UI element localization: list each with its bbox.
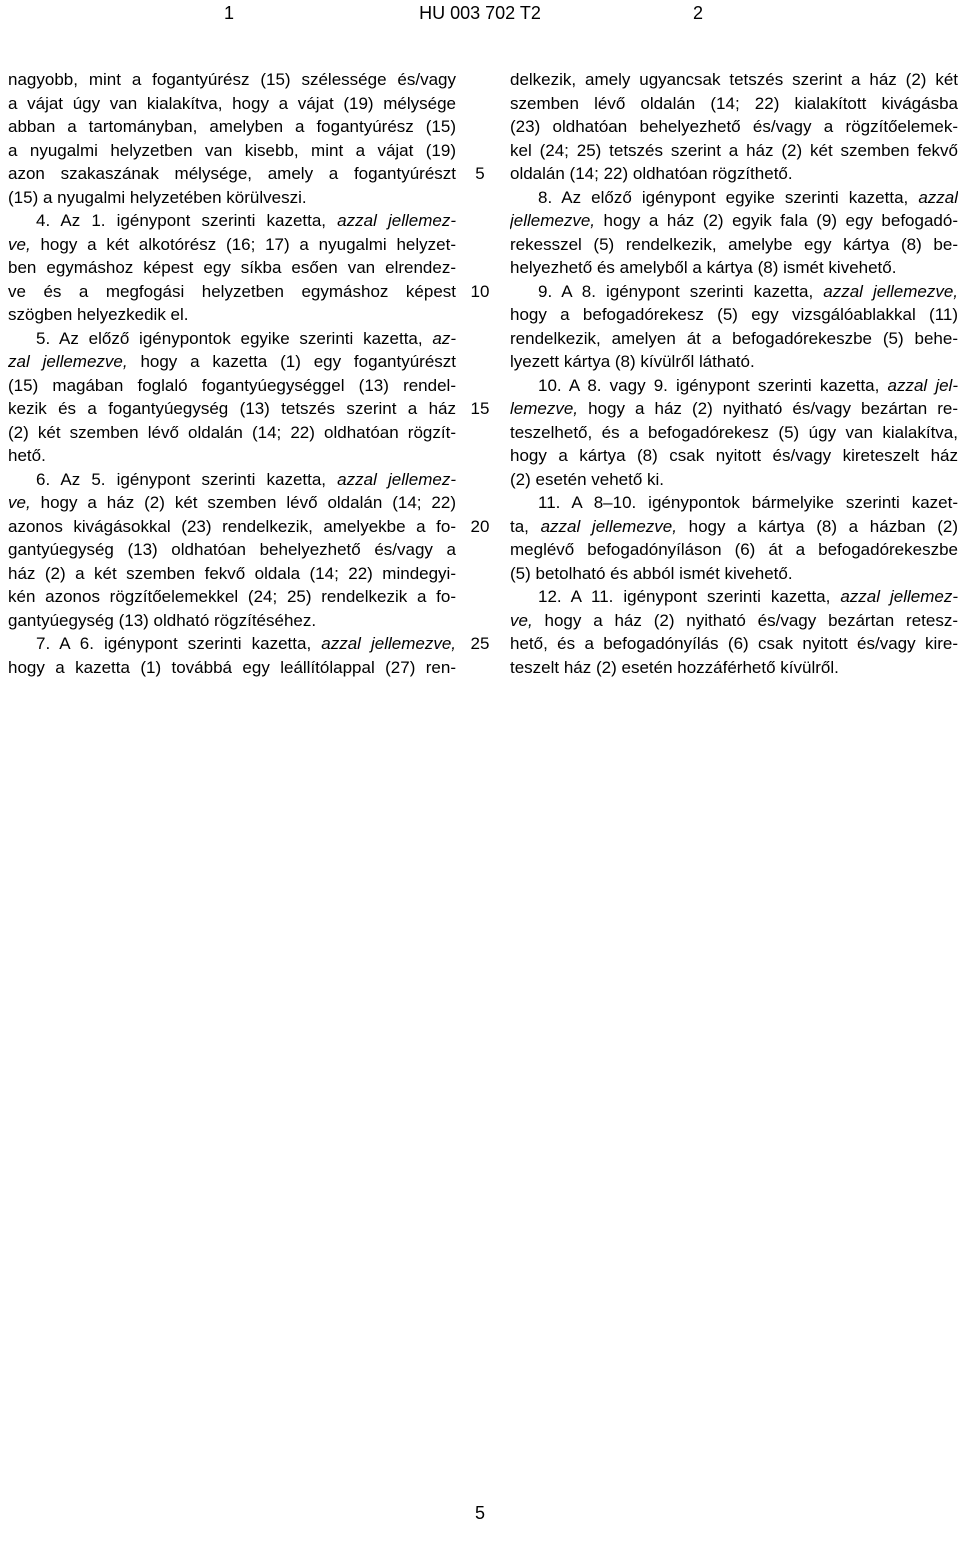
line-text: nagyobb, mint a fogantyúrész (15) szélessége és/vagy	[8, 70, 456, 89]
line-text: (23) oldhatóan behelyezhető és/vagy a rögzítőelemek-	[510, 117, 958, 136]
line-text: hogy a ház (2) egyik fala (9) egy befogadó-	[595, 211, 958, 230]
text-line	[8, 139, 456, 163]
text-line	[510, 303, 958, 327]
emphasis-text: azzal	[918, 187, 958, 207]
text-line	[510, 350, 958, 374]
text-line	[510, 421, 958, 445]
line-text: 4. Az 1. igénypont szerinti kazetta,	[36, 211, 338, 230]
text-line	[8, 491, 456, 515]
line-text: (2) esetén vehető ki.	[510, 469, 665, 489]
line-text: hogy a kártya (8) a házban (2)	[676, 516, 958, 536]
line-text: ta,	[510, 516, 541, 536]
line-text: gantyúegység (13) oldható rögzítéséhez.	[8, 610, 317, 630]
text-line	[8, 209, 456, 233]
line-text: 10. A 8. vagy 9. igénypont szerinti kazetta,	[538, 375, 888, 395]
text-line	[510, 656, 958, 680]
emphasis-text: azzal jellemez-	[337, 211, 456, 230]
text-line	[510, 491, 958, 515]
line-number-15: 15	[470, 399, 490, 418]
line-number-10: 10	[470, 282, 490, 301]
text-line	[8, 585, 456, 609]
line-text: a vájat úgy van kialakítva, hogy a vájat (19) mélysége	[8, 93, 456, 113]
text-line	[510, 139, 958, 163]
text-line	[8, 350, 456, 374]
line-text: 7. A 6. igénypont szerinti kazetta,	[36, 634, 322, 653]
text-line	[8, 233, 456, 257]
page-number-right: 2	[693, 3, 704, 23]
line-text: meglévő befogadónyíláson (6) át a befogadórekeszbe	[510, 540, 958, 559]
text-line	[510, 115, 958, 139]
text-line	[510, 327, 958, 351]
text-line	[8, 256, 456, 280]
text-line	[8, 92, 456, 116]
line-text: hogy a kazetta (1) egy fogantyúrészt	[127, 352, 456, 371]
line-text: oldalán (14; 22) oldhatóan rögzíthető.	[510, 164, 793, 183]
line-text: azonos kivágásokkal (23) rendelkezik, amelyekbe a fo-	[8, 516, 456, 536]
line-text: hető, és a befogadónyílás (6) csak nyitott és/vagy kire-	[510, 634, 958, 653]
line-text: rendelkezik, amelyen át a befogadórekeszbe (5) behe-	[510, 328, 958, 348]
line-text: hogy a ház (2) nyitható és/vagy bezártan retesz-	[532, 610, 958, 630]
line-text: ve és a megfogási helyzetben egymáshoz képest	[8, 281, 456, 301]
emphasis-text: azzal jellemezve,	[540, 516, 677, 536]
text-line	[510, 444, 958, 468]
text-line	[8, 421, 456, 445]
page-number-left: 1	[224, 3, 235, 23]
text-line	[510, 562, 958, 586]
text-line	[510, 209, 958, 233]
text-line	[510, 585, 958, 609]
text-line	[510, 468, 958, 492]
line-text: hogy a ház (2) két szemben lévő oldalán (14; 22)	[30, 493, 456, 512]
line-number-25: 25	[470, 634, 490, 653]
line-text: szemben lévő oldalán (14; 22) kialakított kivágásba	[510, 93, 958, 113]
line-text: teszelt ház (2) esetén hozzáférhető kívülről.	[510, 657, 839, 677]
line-text: 12. A 11. igénypont szerinti kazetta,	[538, 587, 841, 606]
line-text: kel (24; 25) tetszés szerint a ház (2) két szemben fekvő	[510, 140, 958, 160]
text-line	[510, 374, 958, 398]
text-line	[8, 562, 456, 586]
emphasis-text: az-	[432, 328, 456, 348]
text-line	[510, 92, 958, 116]
line-text: hogy a befogadórekesz (5) egy vizsgálóablakkal (11)	[510, 305, 958, 324]
line-text: ben egymáshoz képest egy síkba esően van elrendez-	[8, 258, 456, 277]
line-number-20: 20	[470, 517, 490, 536]
emphasis-text: zal jellemezve,	[8, 352, 128, 371]
text-line	[8, 115, 456, 139]
text-line	[510, 280, 958, 304]
text-line	[510, 256, 958, 280]
line-text: 8. Az előző igénypont egyike szerinti kazetta,	[538, 187, 919, 207]
text-line	[8, 68, 456, 92]
text-line	[8, 444, 456, 468]
text-line	[510, 233, 958, 257]
text-line	[8, 374, 456, 398]
emphasis-text: azzal jellemezve,	[823, 281, 958, 301]
text-line	[8, 632, 456, 656]
text-line	[510, 538, 958, 562]
text-line	[8, 656, 456, 680]
line-text: hogy a kazetta (1) továbbá egy leállítólappal (27) ren-	[8, 657, 456, 677]
text-line	[8, 303, 456, 327]
line-text: rekesszel (5) rendelkezik, amelybe egy kártya (8) be-	[510, 234, 958, 254]
text-line	[510, 609, 958, 633]
emphasis-text: ve,	[510, 610, 533, 630]
text-line	[8, 515, 456, 539]
line-text: 5. Az előző igénypontok egyike szerinti kazetta,	[36, 328, 433, 348]
text-line	[8, 327, 456, 351]
page-footer-number: 5	[474, 1503, 485, 1523]
emphasis-text: lemezve,	[510, 399, 579, 418]
emphasis-text: azzal jellemez-	[840, 587, 958, 606]
line-text: teszelhető, és a befogadórekesz (5) úgy van kialakítva,	[510, 422, 958, 442]
line-text: (5) betolható és abból ismét kivehető.	[510, 563, 793, 583]
line-text: delkezik, amely ugyancsak tetszés szerint a ház (2) két	[510, 70, 958, 89]
line-number-5: 5	[475, 164, 485, 183]
line-text: szögben helyezkedik el.	[8, 305, 189, 324]
line-text: (15) a nyugalmi helyzetében körülveszi.	[8, 187, 307, 207]
emphasis-text: azzal jel-	[887, 375, 958, 395]
line-text: kezik és a fogantyúegység (13) tetszés szerint a ház	[8, 399, 456, 418]
text-line	[8, 468, 456, 492]
line-text: ház (2) a két szemben fekvő oldala (14; 22) mindegyi-	[8, 563, 456, 583]
line-text: 9. A 8. igénypont szerinti kazetta,	[538, 281, 824, 301]
emphasis-text: ve,	[8, 493, 31, 512]
document-id: HU 003 702 T2	[419, 3, 541, 23]
line-text: (15) magában foglaló fogantyúegységgel (13) rendel-	[8, 375, 456, 395]
text-line	[8, 609, 456, 633]
emphasis-text: ve,	[8, 234, 31, 254]
line-text: gantyúegység (13) oldhatóan behelyezhető és/vagy a	[8, 540, 456, 559]
text-line	[510, 632, 958, 656]
text-line	[8, 538, 456, 562]
text-line	[510, 397, 958, 421]
line-text: hogy a két alkotórész (16; 17) a nyugalmi helyzet-	[30, 234, 456, 254]
emphasis-text: azzal jellemezve,	[321, 634, 456, 653]
text-line	[510, 186, 958, 210]
line-text: azon szakaszának mélysége, amely a fogantyúrészt	[8, 164, 456, 183]
emphasis-text: jellemezve,	[510, 211, 596, 230]
emphasis-text: azzal jellemez-	[337, 469, 456, 489]
line-text: (2) két szemben lévő oldalán (14; 22) oldhatóan rögzít-	[8, 422, 456, 442]
text-line	[8, 186, 456, 210]
line-text: hogy a ház (2) nyitható és/vagy bezártan re-	[578, 399, 958, 418]
line-text: kén azonos rögzítőelemekkel (24; 25) rendelkezik a fo-	[8, 587, 456, 606]
text-line	[8, 280, 456, 304]
line-text: 6. Az 5. igénypont szerinti kazetta,	[36, 469, 338, 489]
left-text-column	[8, 68, 456, 679]
text-line	[8, 397, 456, 421]
text-line	[510, 515, 958, 539]
text-line	[8, 162, 456, 186]
line-text: abban a tartományban, amelyben a fogantyúrész (15)	[8, 117, 456, 136]
text-line	[510, 68, 958, 92]
line-text: helyezhető és amelyből a kártya (8) ismét kivehető.	[510, 258, 897, 277]
line-text: hető.	[8, 446, 46, 465]
line-text: hogy a kártya (8) csak nyitott és/vagy kireteszelt ház	[510, 446, 958, 465]
line-text: lyezett kártya (8) kívülről látható.	[510, 352, 755, 371]
line-text: 11. A 8–10. igénypontok bármelyike szerinti kazet-	[538, 493, 958, 512]
text-line	[510, 162, 958, 186]
line-text: a nyugalmi helyzetben van kisebb, mint a vájat (19)	[8, 140, 456, 160]
right-text-column	[510, 68, 958, 679]
